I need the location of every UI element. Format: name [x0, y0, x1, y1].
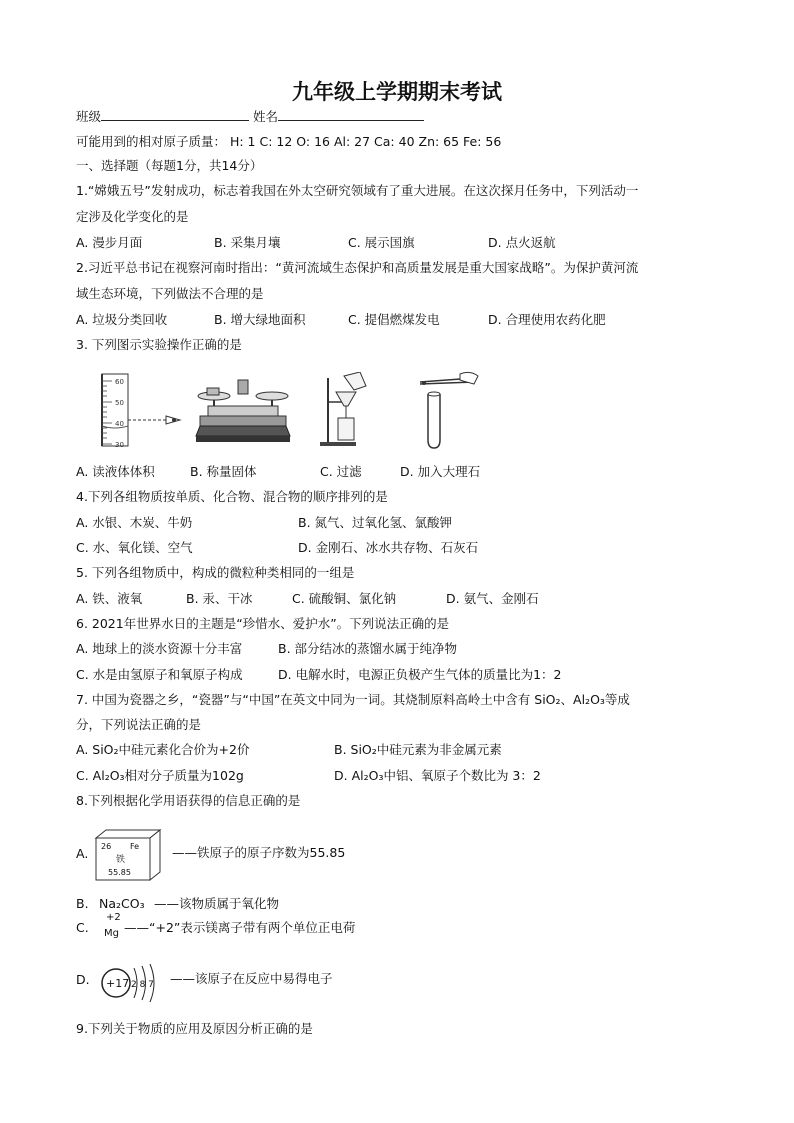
question-5-line-1: 5. 下列各组物质中，构成的微粒种类相同的一组是 — [76, 565, 355, 580]
atom-structure-figure — [100, 962, 164, 1004]
name-blank — [278, 108, 424, 121]
q2-option-a: A. 垃圾分类回收 — [76, 312, 168, 327]
q8-option-d-label: D. — [76, 972, 90, 987]
student-info-line — [76, 108, 424, 125]
q2-option-d: D. 合理使用农药化肥 — [488, 312, 606, 327]
q6-option-a: A. 地球上的淡水资源十分丰富 — [76, 641, 243, 656]
q5-option-d: D. 氨气、金刚石 — [446, 591, 539, 606]
test-tube-figure — [412, 370, 482, 450]
q6-option-b: B. 部分结冰的蒸馏水属于纯净物 — [278, 641, 458, 656]
q4-option-a: A. 水银、木炭、牛奶 — [76, 515, 193, 530]
q8-option-b-formula: Na₂CO₃ — [99, 896, 145, 911]
q5-option-b: B. 汞、干冰 — [186, 591, 253, 606]
q7-option-b: B. SiO₂中硅元素为非金属元素 — [334, 742, 502, 757]
q8-option-c-charge: +2 — [106, 912, 121, 923]
question-7-line-1: 7. 中国为瓷器之乡，“瓷器”与“中国”在英文中同为一词。其烧制原料高岭土中含有 SiO₂、Al₂O₃等成 — [76, 692, 630, 707]
q1-option-c: C. 展示国旗 — [348, 235, 415, 250]
nucleus-charge: +17 — [106, 977, 130, 990]
question-3-line-1: 3. 下列图示实验操作正确的是 — [76, 337, 242, 352]
q8-option-a-label: A. — [76, 846, 89, 861]
q4-option-d: D. 金刚石、冰水共存物、石灰石 — [298, 540, 479, 555]
element-symbol: Fe — [130, 842, 140, 851]
q8-option-b-label: B. — [76, 896, 89, 911]
q8-option-c-text: ——“+2”表示镁离子带有两个单位正电荷 — [124, 920, 356, 935]
section-heading: 一、选择题（每题1分，共14分） — [76, 158, 263, 173]
balance-figure — [194, 376, 292, 448]
class-label: 班级 — [76, 109, 102, 124]
q5-option-a: A. 铁、液氧 — [76, 591, 143, 606]
measuring-cylinder-figure — [96, 372, 186, 448]
page-title: 九年级上学期期末考试 — [292, 79, 502, 104]
question-6-line-1: 6. 2021年世界水日的主题是“珍惜水、爱护水”。下列说法正确的是 — [76, 616, 450, 631]
q8-option-c-symbol: Mg — [104, 928, 119, 939]
question-8-line-1: 8.下列根据化学用语获得的信息正确的是 — [76, 793, 301, 808]
q5-option-c: C. 硫酸铜、氯化钠 — [292, 591, 397, 606]
element-tile-figure — [94, 828, 164, 882]
element-mass: 55.85 — [108, 868, 131, 877]
q3-option-d: D. 加入大理石 — [400, 464, 481, 479]
question-7-line-2: 分，下列说法正确的是 — [76, 717, 202, 732]
q7-option-c: C. Al₂O₃相对分子质量为102g — [76, 768, 244, 783]
q8-option-a-text: ——铁原子的原子序数为55.85 — [172, 845, 346, 860]
class-blank — [101, 108, 249, 121]
atomic-masses: 可能用到的相对原子质量： H: 1 C: 12 O: 16 Al: 27 Ca: 40 Zn: 65 Fe: 56 — [76, 134, 502, 149]
q2-option-b: B. 增大绿地面积 — [214, 312, 306, 327]
question-4-line-1: 4.下列各组物质按单质、化合物、混合物的顺序排列的是 — [76, 489, 388, 504]
q1-option-b: B. 采集月壤 — [214, 235, 281, 250]
q1-option-a: A. 漫步月面 — [76, 235, 143, 250]
q7-option-a: A. SiO₂中硅元素化合价为+2价 — [76, 742, 250, 757]
element-name: 铁 — [116, 855, 126, 865]
q1-option-d: D. 点火返航 — [488, 235, 556, 250]
q2-option-c: C. 提倡燃煤发电 — [348, 312, 440, 327]
question-2-line-2: 域生态环境，下列做法不合理的是 — [76, 286, 264, 301]
question-9-line-1: 9.下列关于物质的应用及原因分析正确的是 — [76, 1021, 313, 1036]
tick-30: 30 — [115, 441, 124, 448]
tick-60: 60 — [115, 378, 124, 386]
q7-option-d: D. Al₂O₃中铝、氧原子个数比为 3：2 — [334, 768, 541, 783]
tick-40: 40 — [115, 420, 124, 428]
q8-option-b-text: ——该物质属于氧化物 — [154, 896, 280, 911]
q3-option-c: C. 过滤 — [320, 464, 362, 479]
tick-50: 50 — [115, 399, 124, 407]
q6-option-d: D. 电解水时，电源正负极产生气体的质量比为1：2 — [278, 667, 562, 682]
q8-option-d-text: ——该原子在反应中易得电子 — [170, 971, 333, 986]
q3-option-b: B. 称量固体 — [190, 464, 257, 479]
question-1-line-2: 定涉及化学变化的是 — [76, 209, 189, 224]
q8-option-c-label: C. — [76, 920, 89, 935]
question-2-line-1: 2.习近平总书记在视察河南时指出：“黄河流域生态保护和高质量发展是重大国家战略”。为保护黄河流 — [76, 260, 639, 275]
q3-option-a: A. 读液体体积 — [76, 464, 155, 479]
electron-shells: 2 8 7 — [131, 980, 154, 990]
element-number: 26 — [101, 842, 112, 851]
question-1-line-1: 1.“嫦娥五号”发射成功，标志着我国在外太空研究领域有了重大进展。在这次探月任务中，下列活动一 — [76, 183, 639, 198]
q4-option-c: C. 水、氧化镁、空气 — [76, 540, 193, 555]
name-label: 姓名 — [253, 109, 279, 124]
filtration-figure — [318, 372, 374, 448]
q6-option-c: C. 水是由氢原子和氧原子构成 — [76, 667, 243, 682]
q4-option-b: B. 氮气、过氧化氢、氯酸钾 — [298, 515, 453, 530]
